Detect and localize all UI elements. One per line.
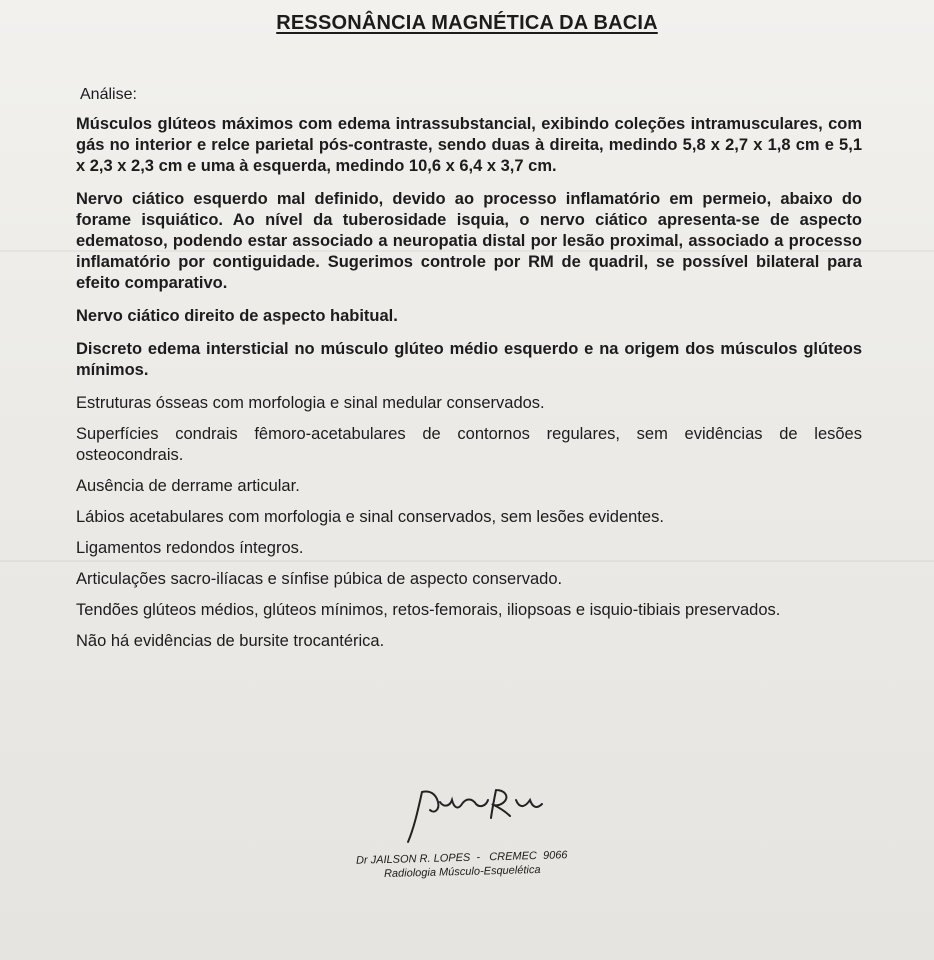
- physician-specialty: Radiologia Músculo-Esquelética: [383, 863, 541, 881]
- findings-paragraph: Nervo ciático direito de aspecto habitual.: [76, 307, 398, 325]
- report-body: [76, 114, 862, 662]
- findings-paragraph: Estruturas ósseas com morfologia e sinal medular conservados.: [76, 394, 545, 412]
- findings-paragraph: Não há evidências de bursite trocantérica.: [76, 632, 385, 650]
- findings-paragraph: Superfícies condrais fêmoro-acetabulares de contornos regulares, sem evidências de lesões osteocondrais.: [76, 425, 862, 464]
- report-title: RESSONÂNCIA MAGNÉTICA DA BACIA: [276, 12, 658, 34]
- findings-paragraph: Lábios acetabulares com morfologia e sinal conservados, sem lesões evidentes.: [76, 508, 664, 526]
- handwritten-signature: [396, 780, 556, 850]
- findings-paragraph: Ligamentos redondos íntegros.: [76, 539, 304, 557]
- analysis-label: Análise:: [80, 86, 137, 103]
- findings-paragraph: Ausência de derrame articular.: [76, 477, 300, 495]
- findings-paragraph: Discreto edema intersticial no músculo glúteo médio esquerdo e na origem dos músculos glúteos mínimos.: [76, 340, 862, 379]
- findings-paragraph: Tendões glúteos médios, glúteos mínimos, retos-femorais, iliopsoas e isquio-tibiais preservados.: [76, 601, 781, 619]
- findings-paragraph: Nervo ciático esquerdo mal definido, devido ao processo inflamatório em permeio, abaixo do forame isquiático. Ao nível da tuberosidade isquia, o nervo ciático apresenta-se de aspecto edematoso, podendo estar associado a neuropatia distal por lesão proximal, associado a processo inflamatório por contiguidade. Sugerimos controle por RM de quadril, se possível bilateral para efeito comparativo.: [76, 190, 862, 292]
- findings-paragraph: Articulações sacro-ilíacas e sínfise púbica de aspecto conservado.: [76, 570, 563, 588]
- physician-name: Dr JAILSON R. LOPES - CREMEC 9066: [355, 849, 568, 867]
- findings-paragraph: Músculos glúteos máximos com edema intrassubstancial, exibindo coleções intramusculares, com gás no interior e relce parietal pós-contraste, sendo duas à direita, medindo 5,8 x 2,7 x 1,8 cm e 5,1 x 2,3 x 2,3 cm e uma à esquerda, medindo 10,6 x 6,4 x 3,7 cm.: [76, 115, 862, 175]
